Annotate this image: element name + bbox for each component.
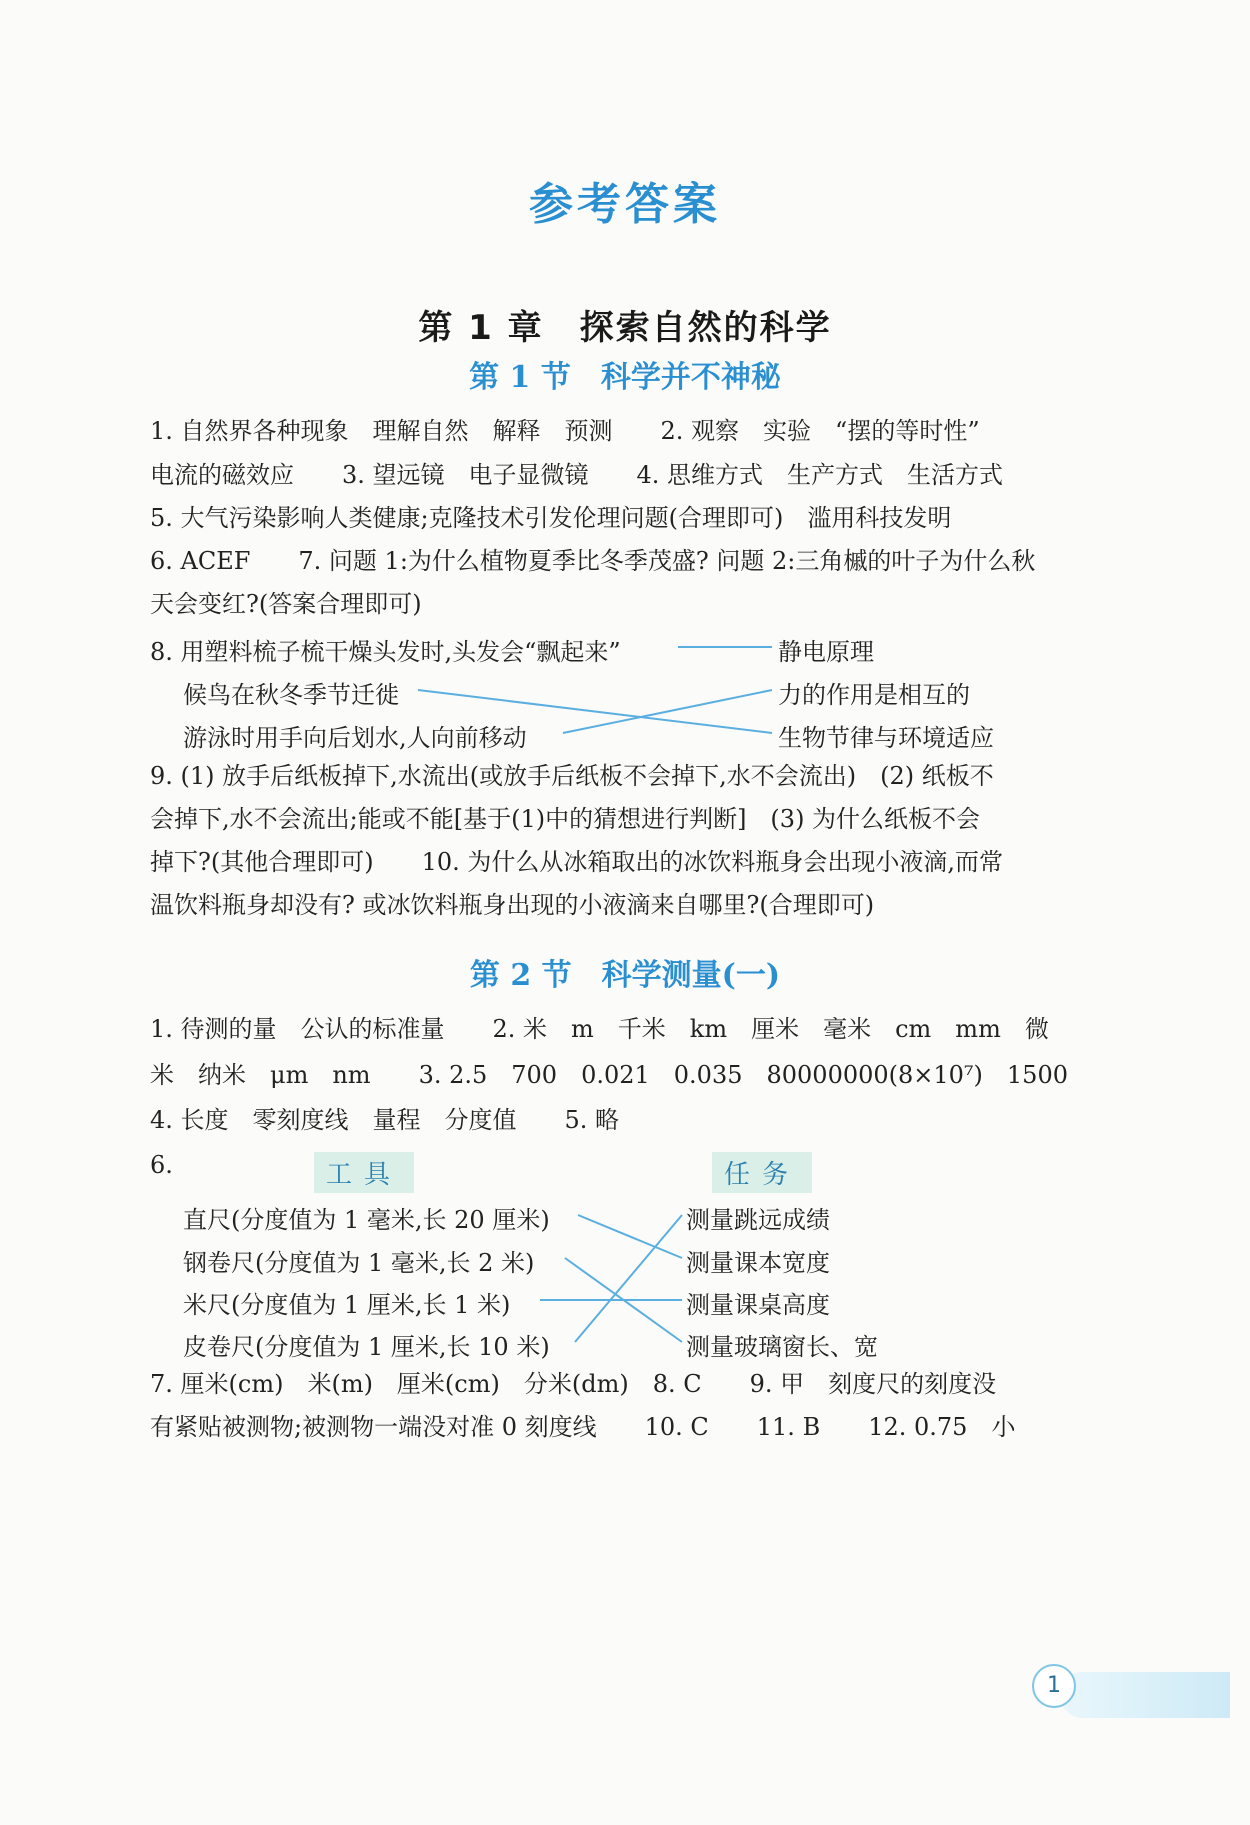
task-header: 任务 — [712, 1152, 812, 1193]
match-right-item: 生物节律与环境适应 — [778, 724, 994, 752]
answer-line: 6. ACEF 7. 问题 1:为什么植物夏季比冬季茂盛? 问题 2:三角槭的叶子为什么秋 — [150, 547, 1036, 575]
match-right-item: 力的作用是相互的 — [778, 681, 970, 709]
match-right-item: 静电原理 — [778, 638, 874, 666]
answer-line: 1. 自然界各种现象 理解自然 解释 预测 2. 观察 实验 “摆的等时性” — [150, 417, 980, 445]
answer-line: 1. 待测的量 公认的标准量 2. 米 m 千米 km 厘米 毫米 cm mm 微 — [150, 1015, 1049, 1043]
section-heading-1: 第 1 节 科学并不神秘 — [469, 360, 781, 395]
answer-line: 5. 大气污染影响人类健康;克隆技术引发伦理问题(合理即可) 滥用科技发明 — [150, 504, 952, 532]
answer-line: 7. 厘米(cm) 米(m) 厘米(cm) 分米(dm) 8. C 9. 甲 刻度尺的刻度没 — [150, 1370, 997, 1398]
answer-line: 4. 长度 零刻度线 量程 分度值 5. 略 — [150, 1106, 620, 1134]
page-title: 参考答案 — [529, 179, 721, 230]
answer-line: 天会变红?(答案合理即可) — [150, 590, 422, 618]
answer-line: 9. (1) 放手后纸板掉下,水流出(或放手后纸板不会掉下,水不会流出) (2) 纸板不 — [150, 762, 994, 790]
page-number-bar — [1060, 1672, 1230, 1718]
match-left-item: 游泳时用手向后划水,人向前移动 — [183, 724, 527, 752]
tool-item: 米尺(分度值为 1 厘米,长 1 米) — [183, 1291, 511, 1319]
match-left-item: 8. 用塑料梳子梳干燥头发时,头发会“飘起来” — [150, 638, 621, 666]
tool-item: 直尺(分度值为 1 毫米,长 20 厘米) — [183, 1206, 550, 1234]
task-item: 测量跳远成绩 — [686, 1206, 830, 1234]
tool-header: 工具 — [314, 1152, 414, 1193]
tool-item: 皮卷尺(分度值为 1 厘米,长 10 米) — [183, 1333, 550, 1361]
answer-line: 6. — [150, 1151, 173, 1179]
section-heading-2: 第 2 节 科学测量(一) — [469, 958, 781, 993]
match-left-item: 候鸟在秋冬季节迁徙 — [183, 681, 399, 709]
page-number: 1 — [1032, 1664, 1076, 1708]
chapter-heading: 第 1 章 探索自然的科学 — [418, 308, 832, 348]
answer-line: 温饮料瓶身却没有? 或冰饮料瓶身出现的小液滴来自哪里?(合理即可) — [150, 891, 875, 919]
answer-line: 掉下?(其他合理即可) 10. 为什么从冰箱取出的冰饮料瓶身会出现小液滴,而常 — [150, 848, 1004, 876]
answer-line: 米 纳米 μm nm 3. 2.5 700 0.021 0.035 80000000(8×10⁷) 1500 — [150, 1061, 1068, 1089]
answer-line: 会掉下,水不会流出;能或不能[基于(1)中的猜想进行判断] (3) 为什么纸板不会 — [150, 805, 981, 833]
task-item: 测量课本宽度 — [686, 1249, 830, 1277]
tool-item: 钢卷尺(分度值为 1 毫米,长 2 米) — [183, 1249, 535, 1277]
answer-line: 电流的磁效应 3. 望远镜 电子显微镜 4. 思维方式 生产方式 生活方式 — [150, 461, 1004, 489]
task-item: 测量玻璃窗长、宽 — [686, 1333, 878, 1361]
answer-line: 有紧贴被测物;被测物一端没对准 0 刻度线 10. C 11. B 12. 0.75 小 — [150, 1413, 1016, 1441]
task-item: 测量课桌高度 — [686, 1291, 830, 1319]
